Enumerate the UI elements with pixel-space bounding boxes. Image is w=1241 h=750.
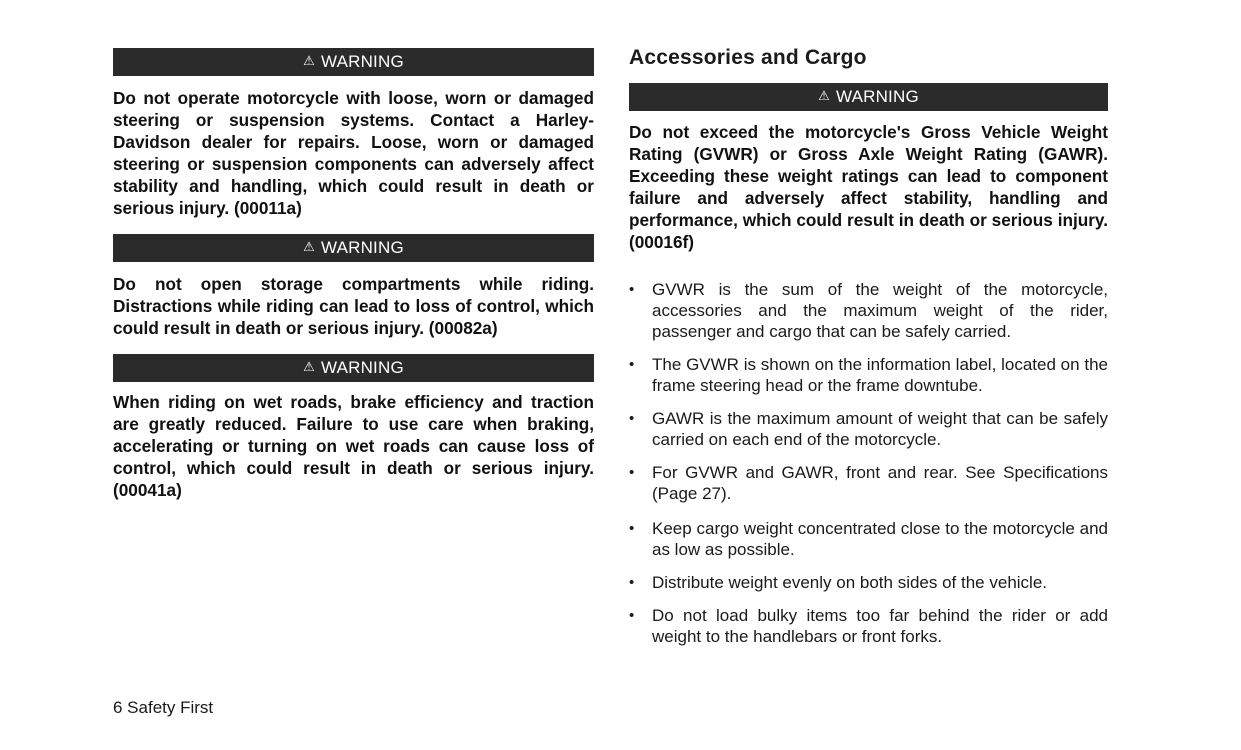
bullet-dot: •	[629, 574, 635, 591]
list-item: • The GVWR is shown on the information label, located on the frame steering head or the frame downtube.	[629, 355, 1108, 395]
warning-text-cargo: Do not exceed the motorcycle's Gross Vehicle Weight Rating (GVWR) or Gross Axle Weight Rating (GAWR). Exceeding these weight ratings can lead to component failure and adversely affect stability, handling and performance, which could result in death or serious injury. (00016f)	[629, 122, 1108, 252]
warning-label: WARNING	[320, 358, 404, 377]
warning-triangle-icon: ⚠	[303, 359, 315, 374]
warning-banner-1	[113, 48, 594, 76]
bullet-dot: •	[629, 464, 635, 481]
bullet-dot: •	[629, 281, 635, 298]
warning-label: WARNING	[835, 87, 919, 106]
bullet-dot: •	[629, 356, 635, 373]
list-item: • Do not load bulky items too far behind the rider or add weight to the handlebars or front forks.	[629, 606, 1108, 646]
warning-triangle-icon: ⚠	[303, 53, 315, 68]
warning-triangle-icon: ⚠	[818, 88, 830, 103]
bullet-dot: •	[629, 410, 635, 427]
warning-text-2: Do not open storage compartments while riding. Distractions while riding can lead to loss of control, which could result in death or serious injury. (00082a)	[113, 274, 594, 338]
cargo-bullet-list	[629, 279, 1108, 647]
warning-banner-2	[113, 234, 594, 262]
list-item: • Keep cargo weight concentrated close to the motorcycle and as low as possible.	[629, 519, 1108, 559]
warning-text-3: When riding on wet roads, brake efficiency and traction are greatly reduced. Failure to use care when braking, accelerating or turning on wet roads can cause loss of control, which could result in death or serious injury. (00041a)	[113, 392, 594, 500]
list-item: • GVWR is the sum of the weight of the motorcycle, accessories and the maximum weight of the rider, passenger and cargo that can be safely carried.	[629, 280, 1108, 341]
section-title: Accessories and Cargo	[629, 46, 867, 69]
warning-triangle-icon: ⚠	[303, 239, 315, 254]
warning-banner-3	[113, 354, 594, 382]
warning-label: WARNING	[320, 52, 404, 71]
warning-banner-cargo	[629, 83, 1108, 111]
bullet-dot: •	[629, 607, 635, 624]
page-footer: 6 Safety First	[113, 698, 214, 717]
bullet-dot: •	[629, 520, 635, 537]
list-item: • GAWR is the maximum amount of weight that can be safely carried on each end of the motorcycle.	[629, 409, 1108, 449]
list-item: • Distribute weight evenly on both sides of the vehicle.	[629, 573, 1048, 592]
warning-label: WARNING	[320, 238, 404, 257]
warning-text-1: Do not operate motorcycle with loose, worn or damaged steering or suspension systems. Contact a Harley-Davidson dealer for repairs. Loose, worn or damaged steering or suspension components can adversely affect stability and handling, which could result in death or serious injury. (00011a)	[113, 88, 594, 218]
list-item: • For GVWR and GAWR, front and rear. See Specifications (Page 27).	[629, 463, 1108, 503]
